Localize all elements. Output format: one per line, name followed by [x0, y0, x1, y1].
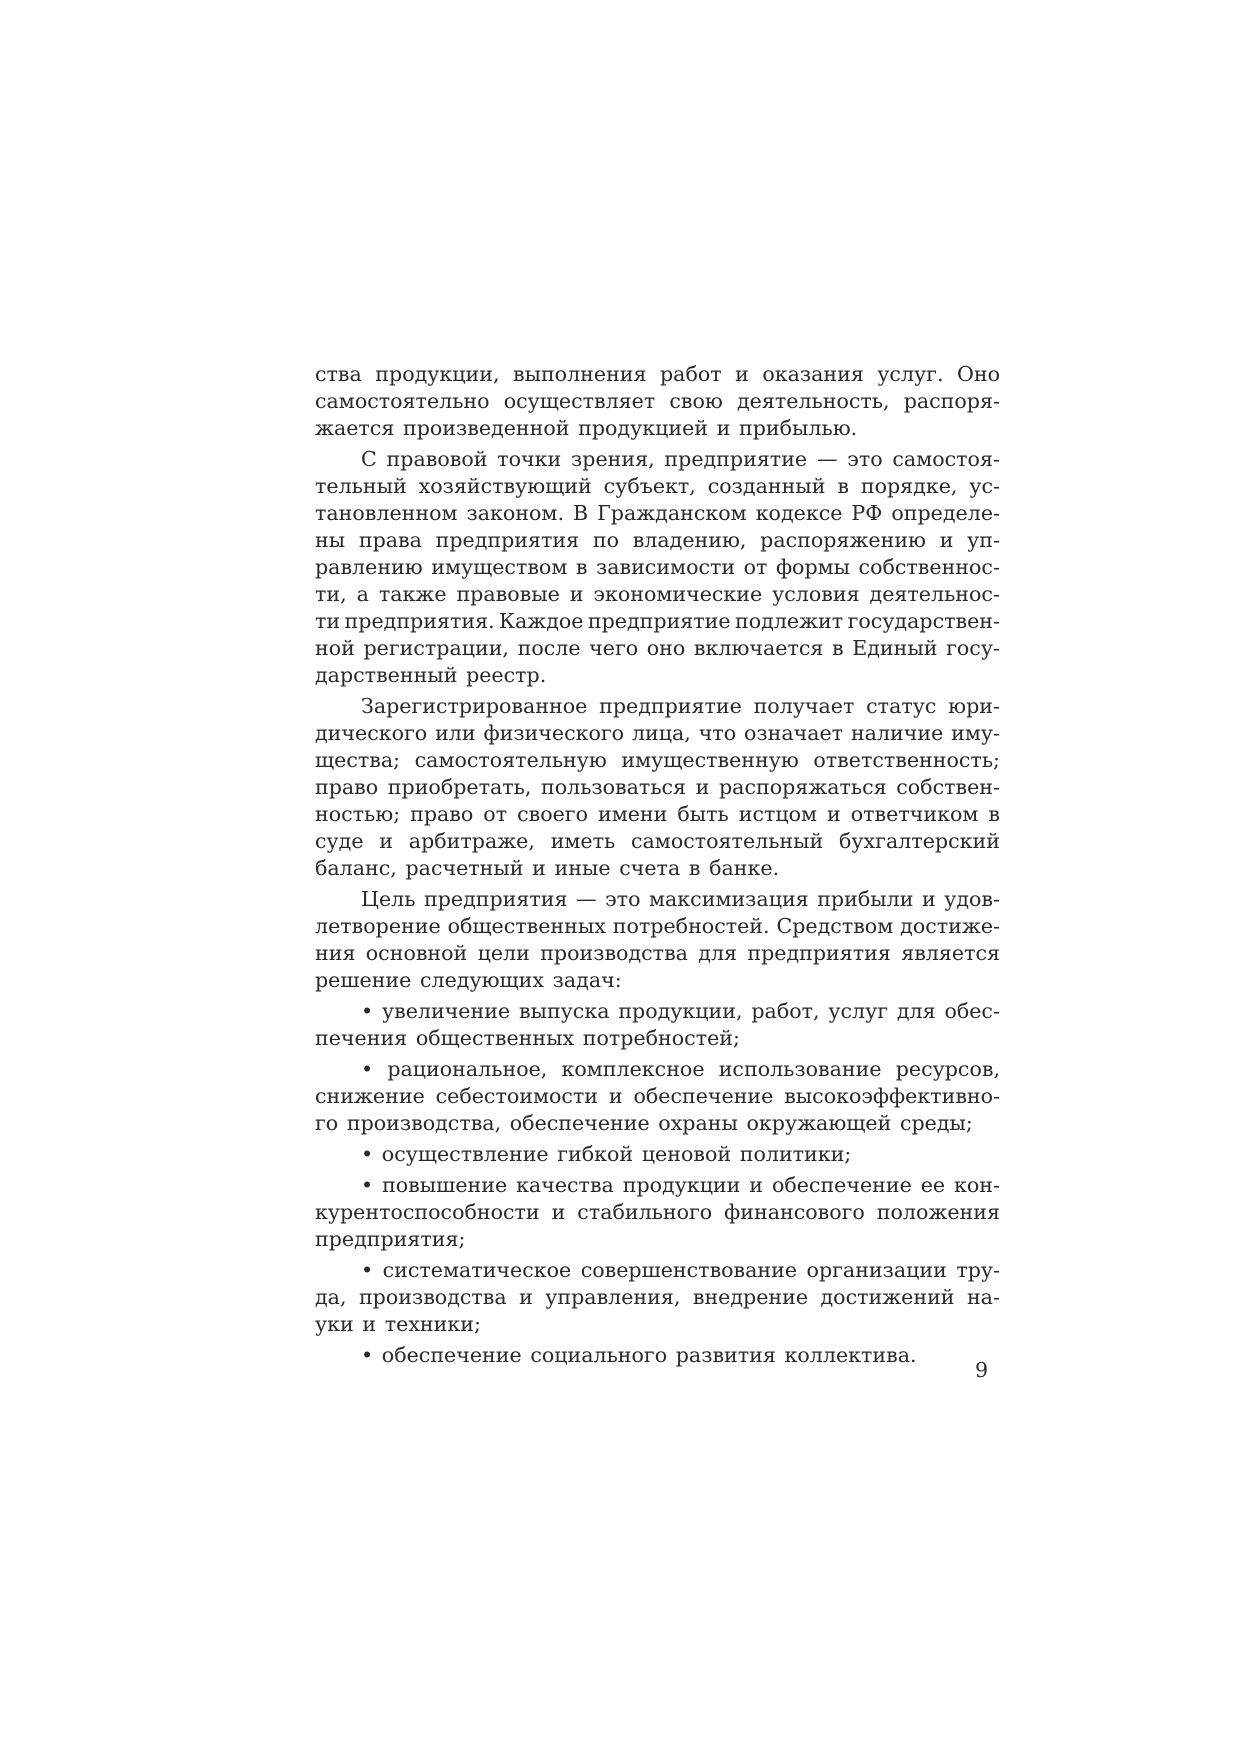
text-line: право приобретать, пользоваться и распоряжаться собствен- — [315, 775, 1000, 799]
text-line: тельный хозяйствующий субъект, созданный в порядке, ус- — [315, 474, 1000, 498]
text-line: снижение себестоимости и обеспечение высокоэффективно- — [315, 1084, 1000, 1108]
paragraph — [315, 1141, 1000, 1168]
text-line: печения общественных потребностей; — [315, 1026, 740, 1050]
paragraph — [315, 1172, 1000, 1253]
text-line: самостоятельно осуществляет свою деятельность, распоря- — [315, 389, 1000, 413]
text-line: равлению имуществом в зависимости от формы собственнос- — [315, 555, 1000, 579]
page-body — [315, 361, 1000, 1369]
text-line: летворение общественных потребностей. Средством достиже- — [315, 914, 1000, 938]
text-line: ной регистрации, после чего оно включается в Единый госу- — [315, 636, 1000, 660]
paragraph — [315, 446, 1000, 689]
paragraph — [315, 1056, 1000, 1137]
text-line: го производства, обеспечение охраны окружающей среды; — [315, 1111, 973, 1135]
text-line: суде и арбитраже, иметь самостоятельный бухгалтерский — [315, 829, 1000, 853]
text-line: ства продукции, выполнения работ и оказания услуг. Оно — [315, 362, 1000, 386]
text-line: щества; самостоятельную имущественную ответственность; — [315, 748, 1000, 772]
text-line: Цель предприятия — это максимизация прибыли и удов- — [361, 887, 1000, 911]
page-number: 9 — [975, 1358, 989, 1382]
text-line: ти, а также правовые и экономические условия деятельнос- — [315, 582, 1000, 606]
text-line: баланс, расчетный и иные счета в банке. — [315, 856, 780, 880]
paragraph — [315, 998, 1000, 1052]
text-line: ния основной цели производства для предприятия является — [315, 941, 1000, 965]
text-line: тановленном законом. В Гражданском кодексе РФ определе- — [315, 501, 1000, 525]
text-line: ны права предприятия по владению, распоряжению и уп- — [315, 528, 1000, 552]
text-line: да, производства и управления, внедрение достижений на- — [315, 1285, 1000, 1309]
text-line: • увеличение выпуска продукции, работ, услуг для обес- — [361, 999, 1000, 1023]
text-line: • рациональное, комплексное использование ресурсов, — [361, 1057, 1000, 1081]
text-line: • систематическое совершенствование организации тру- — [361, 1258, 1000, 1282]
paragraph — [315, 361, 1000, 442]
paragraph — [315, 693, 1000, 882]
text-line: • обеспечение социального развития коллектива. — [361, 1343, 917, 1367]
text-line: ностью; право от своего имени быть истцом и ответчиком в — [315, 802, 1000, 826]
text-line: предприятия; — [315, 1227, 466, 1251]
paragraph — [315, 1257, 1000, 1338]
text-line: дического или физического лица, что означает наличие иму- — [315, 721, 1000, 745]
text-line: ти предприятия. Каждое предприятие подлежит государствен- — [315, 609, 1000, 633]
text-line: Зарегистрированное предприятие получает статус юри- — [361, 694, 1000, 718]
text-line: курентоспособности и стабильного финансового положения — [315, 1200, 1000, 1224]
text-line: С правовой точки зрения, предприятие — это самостоя- — [361, 447, 1000, 471]
text-line: решение следующих задач: — [315, 968, 622, 992]
text-line: жается произведенной продукцией и прибылью. — [315, 416, 858, 440]
text-line: дарственный реестр. — [315, 663, 547, 687]
text-line: • повышение качества продукции и обеспечение ее кон- — [361, 1173, 1000, 1197]
paragraph — [315, 886, 1000, 994]
text-line: • осуществление гибкой ценовой политики; — [361, 1142, 852, 1166]
text-line: уки и техники; — [315, 1312, 481, 1336]
paragraph — [315, 1342, 1000, 1369]
